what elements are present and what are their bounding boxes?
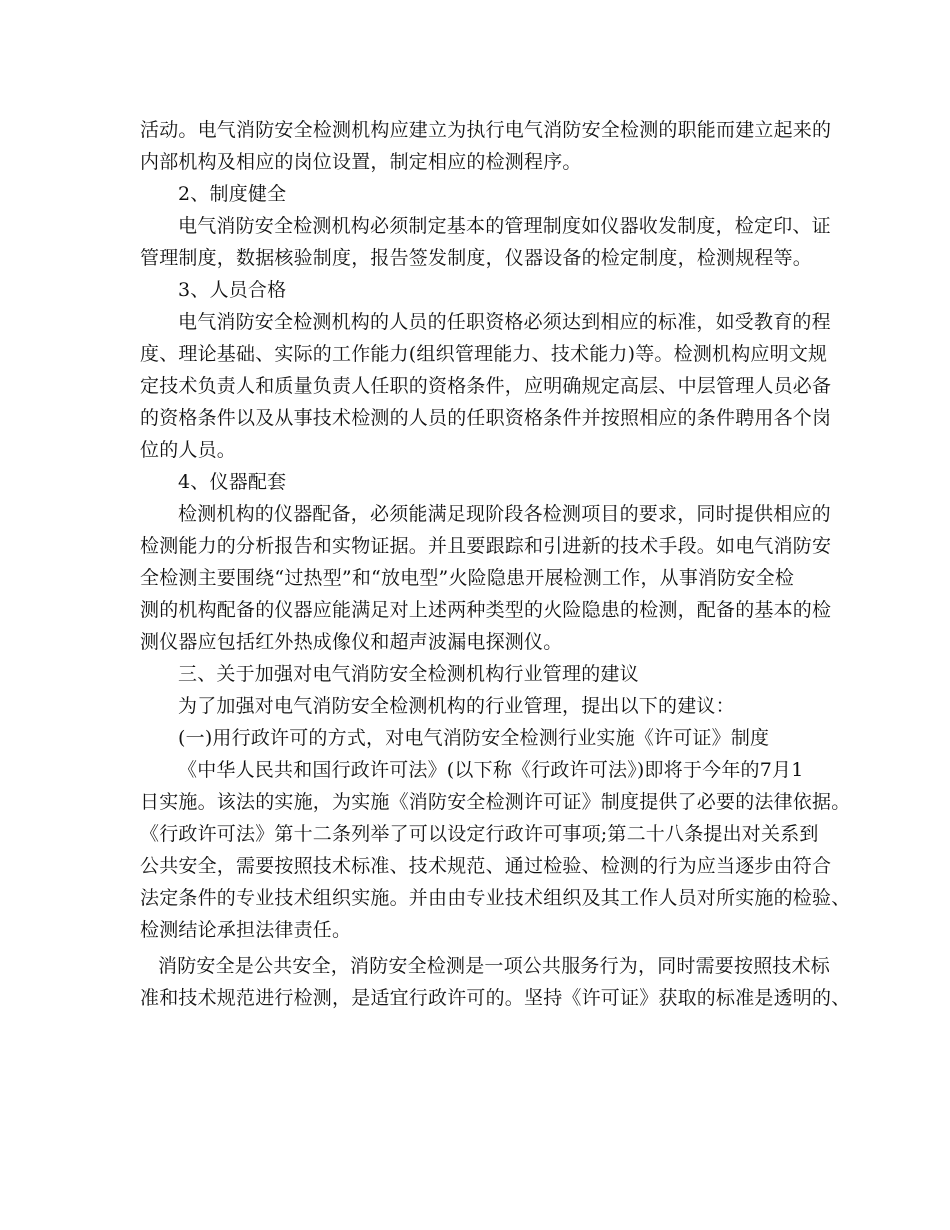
text-line: 内部机构及相应的岗位设置，制定相应的检测程序。	[140, 151, 582, 173]
section-heading: 2、制度健全	[178, 183, 287, 205]
text-line: 《行政许可法》第十二条列举了可以设定行政许可事项;第二十八条提出对关系到	[140, 823, 819, 845]
text-line: 消防安全是公共安全，消防安全检测是一项公共服务行为，同时需要按照技术标	[158, 955, 831, 977]
text-line: 《中华人民共和国行政许可法》(以下称《行政许可法》)即将于今年的7月1	[178, 759, 804, 781]
text-line: 全检测主要围绕“过热型”和“放电型”火险隐患开展检测工作，从事消防安全检	[140, 567, 795, 589]
text-line: 为了加强对电气消防安全检测机构的行业管理，提出以下的建议：	[178, 695, 735, 717]
text-line: 定技术负责人和质量负责人任职的资格条件，应明确规定高层、中层管理人员必备	[140, 375, 832, 397]
text-line: 电气消防安全检测机构的人员的任职资格必须达到相应的标准，如受教育的程	[178, 311, 831, 333]
text-line: 日实施。该法的实施，为实施《消防安全检测许可证》制度提供了必要的法律依据。	[140, 791, 851, 813]
text-line: 测仪器应包括红外热成像仪和超声波漏电探测仪。	[140, 631, 563, 653]
text-line: 法定条件的专业技术组织实施。并由由专业技术组织及其工作人员对所实施的检验、	[140, 887, 851, 909]
section-heading: 三、关于加强对电气消防安全检测机构行业管理的建议	[178, 663, 639, 685]
text-line: 检测机构的仪器配备，必须能满足现阶段各检测项目的要求，同时提供相应的	[178, 503, 831, 525]
text-line: 检测结论承担法律责任。	[140, 919, 352, 941]
text-line: 公共安全，需要按照技术标准、技术规范、通过检验、检测的行为应当逐步由符合	[140, 855, 832, 877]
text-line: 位的人员。	[140, 439, 237, 461]
text-line: 管理制度，数据核验制度，报告签发制度，仪器设备的检定制度，检测规程等。	[140, 247, 813, 269]
text-line: 测的机构配备的仪器应能满足对上述两种类型的火险隐患的检测，配备的基本的检	[140, 599, 832, 621]
text-line: 的资格条件以及从事技术检测的人员的任职资格条件并按照相应的条件聘用各个岗	[140, 407, 832, 429]
text-line: 度、理论基础、实际的工作能力(组织管理能力、技术能力)等。检测机构应明文规	[140, 343, 828, 365]
subsection-heading: (一)用行政许可的方式，对电气消防安全检测行业实施《许可证》制度	[178, 727, 770, 749]
document-body	[140, 114, 851, 1014]
section-heading: 3、人员合格	[178, 279, 287, 301]
section-heading: 4、仪器配套	[178, 471, 287, 493]
text-line: 检测能力的分析报告和实物证据。并且要跟踪和引进新的技术手段。如电气消防安	[140, 535, 832, 557]
text-line: 电气消防安全检测机构必须制定基本的管理制度如仪器收发制度，检定印、证	[178, 215, 831, 237]
text-line: 活动。电气消防安全检测机构应建立为执行电气消防安全检测的职能而建立起来的	[140, 119, 832, 141]
text-line: 准和技术规范进行检测，是适宜行政许可的。坚持《许可证》获取的标准是透明的、	[140, 987, 851, 1009]
